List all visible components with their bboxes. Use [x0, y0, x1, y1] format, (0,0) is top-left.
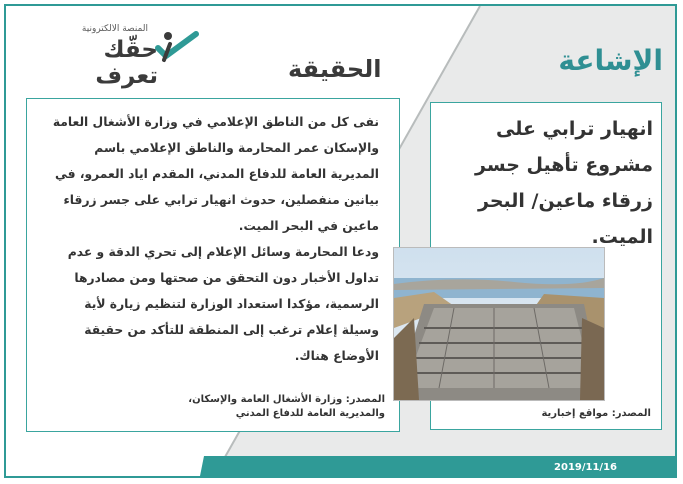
rumor-source: المصدر: مواقع إخبارية: [541, 408, 651, 419]
fact-body: [47, 109, 379, 369]
fact-box: [26, 98, 400, 432]
fact-paragraph-1: نفى كل من الناطق الإعلامي في وزارة الأشغال العامة والإسكان عمر المحارمة والناطق الإعلامي باسم المديرية العامة للدفاع المدني، المقدم اياد العمرو، في بيانين منفصلين، حدوث انهيار ترابي على جسر زرقاء ماعين في البحر الميت.: [52, 115, 379, 233]
fact-source-line-2: والمديرية العامة للدفاع المدني: [235, 408, 385, 419]
rumor-box: [430, 102, 662, 430]
rumor-claim: انهيار ترابي على مشروع تأهيل جسر زرقاء ماعين/ البحر الميت.: [475, 118, 653, 248]
fact-source: [125, 393, 385, 421]
date-label: 2019/11/16: [554, 462, 617, 473]
fact-source-line-1: المصدر: وزارة الأشغال العامة والإسكان،: [188, 394, 385, 405]
bridge-construction-photo: [393, 247, 605, 401]
logo: [40, 20, 200, 89]
footer-bar: [6, 456, 675, 476]
logo-title: حقّك تعرف: [95, 37, 158, 89]
checkmark-icon: [154, 30, 200, 64]
logo-subtitle: المنصة الالكترونية: [81, 24, 148, 34]
fact-paragraph-2: ودعا المحارمة وسائل الإعلام إلى تحري الدقة و عدم تداول الأخبار دون التحقق من صحتها ومن مصادرها الرسمية، مؤكدا استعداد الوزارة لتنظيم زيارة لأية وسيلة إعلام ترغب إلى المنطقة للتأكد من حقيقة الأوضاع هناك.: [67, 245, 379, 363]
infographic-card: [4, 4, 677, 478]
rumor-heading: الإشاعة: [558, 44, 663, 77]
fact-heading: الحقيقة: [288, 55, 382, 83]
